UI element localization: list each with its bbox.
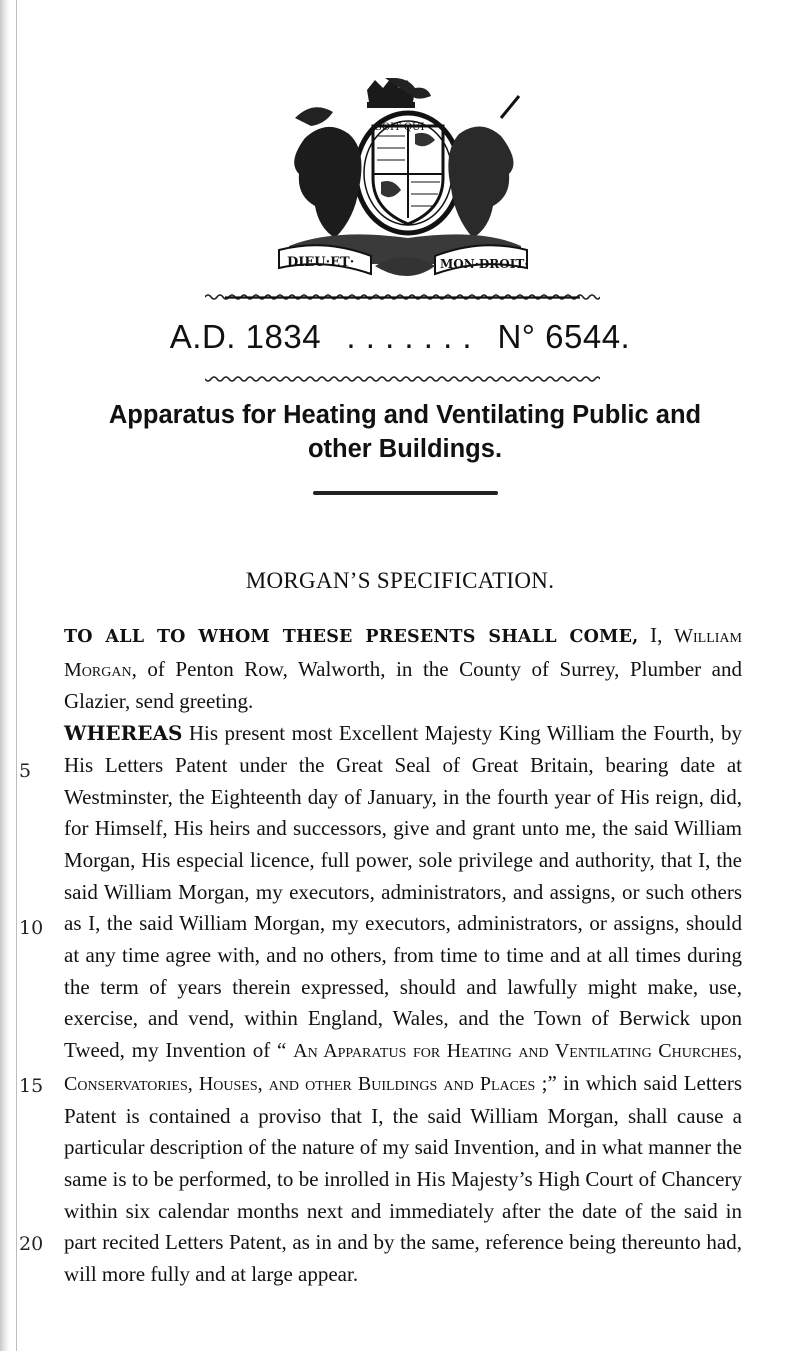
line-number-5: 5 [19, 760, 32, 782]
motto-right: MON·DROIT· [440, 257, 529, 271]
line-number-15: 15 [19, 1075, 44, 1097]
line-number-20: 20 [19, 1233, 44, 1255]
royal-coat-of-arms-icon [275, 78, 530, 288]
patent-number-line [0, 318, 800, 356]
margin-rule [16, 0, 17, 1351]
document-title [60, 398, 750, 466]
leader-dots: . . . . . . . [346, 318, 473, 355]
specification-body [64, 620, 742, 1291]
specification-heading: MORGAN’S SPECIFICATION. [245, 568, 555, 593]
title-line-1: Apparatus for Heating and Ventilating Public and [108, 401, 702, 429]
patent-number: N° 6544. [497, 318, 631, 355]
motto-left: DIEU·ET· [287, 255, 355, 270]
text-run: ;” in which said Letters Patent is contained a proviso that I, the said William Morgan, shall cause a particular description of the nature of my said Invention, and in what manner the same is to be performed, to be inrolled in His Majesty’s High Court of Chancery within six calendar months next and immediately after the date of the said in part recited Letters Patent, as in and by the same, reference being thereunto had, will more fully and at large appear. [64, 1070, 742, 1287]
scan-edge-shadow [0, 0, 10, 1351]
wavy-rule-bottom [205, 375, 600, 385]
whereas-word: WHEREAS [64, 721, 183, 746]
paragraph-greeting [64, 620, 742, 718]
title-line-2: other Buildings. [307, 435, 503, 463]
applicant-name: William Morgan [64, 625, 742, 681]
paragraph-whereas [64, 718, 742, 1291]
invention-title: An Apparatus for Heating and Ventilating Churches, Conservatories, Houses, and other Buildings and Places [64, 1040, 742, 1095]
opening-caps: TO ALL TO WHOM THESE PRESENTS SHALL COME, [64, 627, 639, 647]
line-number-10: 10 [19, 917, 44, 939]
text-run: I, [638, 623, 675, 647]
text-run: , of Penton Row, Walworth, in the County of Surrey, Plumber and Glazier, send greeting. [64, 656, 742, 714]
ad-year: A.D. 1834 [169, 318, 322, 355]
text-run: His present most Excellent Majesty King William the Fourth, by His Letters Patent under the Great Seal of Great Britain, bearing date at Westminster, the Eighteenth day of January, in the fourth year of His reign, did, for Himself, His heirs and successors, give and grant unto me, the said William Morgan, His especial licence, full power, sole privilege and authority, that I, the said William Morgan, my executors, administrators, and assigns, or such others as I, the said William Morgan, my executors, administrators, or assigns, should at any time agree with, and no others, from time to time and at all times during the term of years therein expressed, should and lawfully might make, use, exercise, and vend, within England, Wales, and the Town of Berwick upon Tweed, my Invention of “ [64, 721, 742, 1063]
title-divider [313, 491, 498, 495]
wavy-rule-top [205, 291, 600, 301]
garter-motto: SOIT·QUI [375, 122, 425, 133]
